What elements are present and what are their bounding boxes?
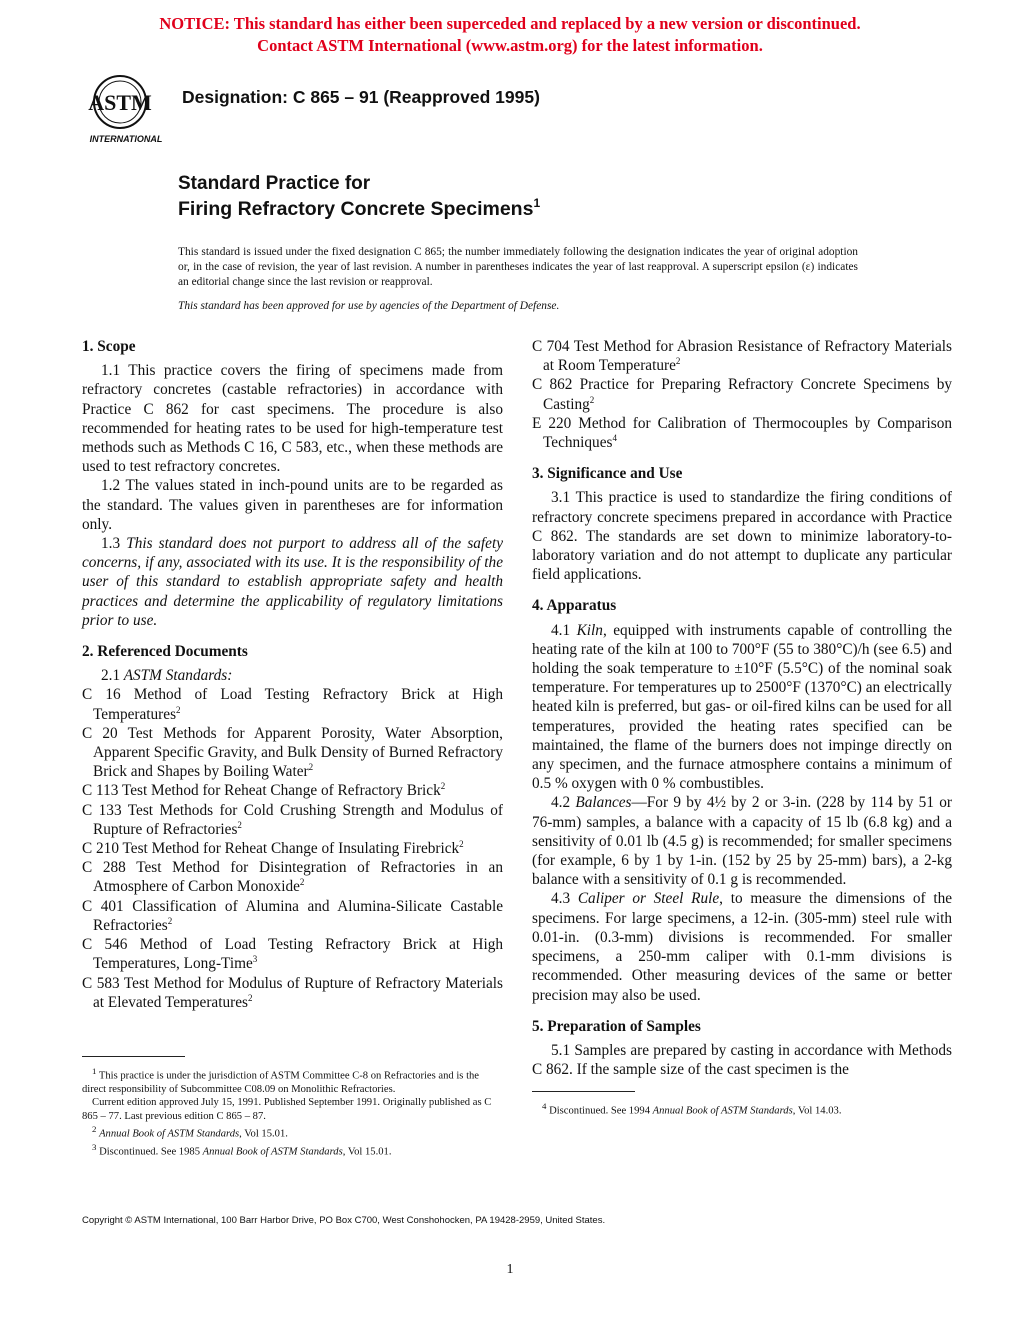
footnotes-left: $^1$ This practice is under the jurisdiction of ASTM Committee C-8 on Refractories and is the direct responsibility of Subcommittee C08.09 on Monolithic Refractories. Current edition approved July 15, 1991. Published September 1991. Originally published as C 865 – 77. Last previous edition C 865 – 87. $^2$ Annual Book of ASTM Standards, Vol 15.01. $^3$ Discontinued. See 1985 Annual Book of ASTM Standards, Vol 15.01.	[82, 1065, 492, 1158]
reference-item: C 133 Test Methods for Cold Crushing Strength and Modulus of Rupture of Refractories$^2$	[82, 801, 503, 838]
apparatus-p1: 4.1 Kiln, equipped with instruments capable of controlling the heating rate of the kiln at 100 to 700°F (55 to 380°C)/h (see 6.5) and holding the soak temperature to ±10°F (5.5°C) of the nominal soak temperature. For temperatures up to 2500°F (1370°C) an electrically heated kiln is preferred, but gas- or oil-fired kilns can be used for all temperatures, provided the heating rates specified can be maintained, the flame of the burners does not impinge directly on any specimen, and the furnace atmosphere contains a minimum of 0.5 % oxygen with 0 % combustibles.	[532, 621, 952, 793]
preparation-p1: 5.1 Samples are prepared by casting in accordance with Methods C 862. If the sample size of the cast specimen is the	[532, 1041, 952, 1079]
reference-item: C 862 Practice for Preparing Refractory Concrete Specimens by Casting$^2$	[532, 376, 952, 413]
reference-item: C 583 Test Method for Modulus of Rupture of Refractory Materials at Elevated Temperatures$^2$	[82, 974, 503, 1011]
right-column	[532, 337, 952, 1118]
reference-item: C 546 Method of Load Testing Refractory Brick at High Temperatures, Long-Time$^3$	[82, 936, 503, 973]
dod-note: This standard has been approved for use by agencies of the Department of Defense.	[178, 300, 560, 312]
reference-item: C 16 Method of Load Testing Refractory Brick at High Temperatures$^2$	[82, 686, 503, 723]
reference-item: C 20 Test Methods for Apparent Porosity, Water Absorption, Apparent Specific Gravity, and Bulk Density of Burned Refractory Brick and Shapes by Boiling Water$^2$	[82, 724, 503, 781]
astm-logo	[82, 74, 172, 146]
significance-heading: 3. Significance and Use	[532, 465, 683, 483]
title-line2: Firing Refractory Concrete Specimens$^1$	[178, 196, 541, 220]
scope-p2: 1.2 The values stated in inch-pound units are to be regarded as the standard. The values given in parentheses are for information only.	[82, 477, 503, 533]
reference-item: C 401 Classification of Alumina and Alumina-Silicate Castable Refractories$^2$	[82, 897, 503, 934]
apparatus-p2: 4.2 Balances—For 9 by 4½ by 2 or 3-in. (228 by 114 by 51 or 76-mm) samples, a balance with a capacity of 15 lb (6.8 kg) and a sensitivity of 0.01 lb (4.5 g) is recommended; for smaller specimens (for example, 6 by 1 by 1-in. (152 by 25 by 25-mm) bars), a 2-kg balance with a sensitivity of 0.1 g is recommended.	[532, 794, 953, 889]
copyright-footer: Copyright © ASTM International, 100 Barr Harbor Drive, PO Box C700, West Conshohocken, PA 19428-2959, United States.	[82, 1215, 606, 1226]
apparatus-p3: 4.3 Caliper or Steel Rule, to measure the dimensions of the specimens. For large specimens, a 12-in. (305-mm) steel rule with 0.01-in. (0.3-mm) divisions is recommended. For smaller specimens, a 250-mm caliper with 0.1-mm divisions is recommended. Other measuring devices of the same or better precision may also be used.	[532, 890, 953, 1004]
significance-p1: 3.1 This practice is used to standardize the firing conditions of refractory concrete specimens prepared in accordance with Practice C 862. The standards are set down to minimize laboratory-to-laboratory variation and do not attempt to duplicate any particular field applications.	[532, 489, 952, 584]
reference-list-continued	[532, 337, 952, 452]
designation: Designation: C 865 – 91 (Reapproved 1995)	[182, 87, 540, 107]
title-line1: Standard Practice for	[178, 173, 371, 194]
reference-item: C 288 Test Method for Disintegration of Refractories in an Atmosphere of Carbon Monoxide$^2$	[82, 859, 503, 896]
reference-list	[82, 685, 503, 1011]
footnotes-right: $^4$ Discontinued. See 1994 Annual Book of ASTM Standards, Vol 14.03.	[542, 1101, 842, 1117]
page-number: 1	[506, 1262, 514, 1277]
reference-item: E 220 Method for Calibration of Thermocouples by Comparison Techniques$^4$	[532, 414, 952, 452]
scope-heading: 1. Scope	[82, 338, 136, 355]
refdocs-subheading: 2.1 ASTM Standards:	[101, 667, 233, 685]
preparation-heading: 5. Preparation of Samples	[532, 1017, 701, 1035]
scope-p1: 1.1 This practice covers the firing of specimens made from refractory concretes (castable refractories) in accordance with Practice C 862 for cast specimens. The procedure is also recommended for heating rates to be used for high-temperature test methods such as Methods C 16, C 583, etc., when these methods are used to test refractory concretes.	[82, 362, 503, 476]
reference-item: C 113 Test Method for Reheat Change of Refractory Brick$^2$	[82, 781, 446, 800]
title-footnote-mark: 1	[533, 196, 541, 210]
reference-item: C 210 Test Method for Reheat Change of Insulating Firebrick$^2$	[82, 839, 464, 858]
supersede-notice-line2: Contact ASTM International (www.astm.org) for the latest information.	[257, 36, 763, 55]
supersede-notice-line1: NOTICE: This standard has either been superceded and replaced by a new version or discontinued.	[159, 14, 861, 33]
reference-item: C 704 Test Method for Abrasion Resistance of Refractory Materials at Room Temperature$^2$	[532, 338, 952, 375]
logo-text: ASTM	[88, 90, 152, 115]
refdocs-heading: 2. Referenced Documents	[82, 643, 248, 661]
intro-paragraph: This standard is issued under the fixed designation C 865; the number immediately following the designation indicates the year of original adoption or, in the case of revision, the year of last revision. A number in parentheses indicates the year of last reapproval. A superscript epsilon (ε) indicates an editorial change since the last revision or reapproval.	[178, 246, 858, 288]
apparatus-heading: 4. Apparatus	[532, 597, 617, 615]
logo-subtext: INTERNATIONAL	[89, 134, 163, 144]
left-column	[82, 337, 503, 1159]
scope-p3: 1.3 This standard does not purport to address all of the safety concerns, if any, associated with its use. It is the responsibility of the user of this standard to establish appropriate safety and health practices and determine the applicability of regulatory limitations prior to use.	[82, 535, 503, 629]
